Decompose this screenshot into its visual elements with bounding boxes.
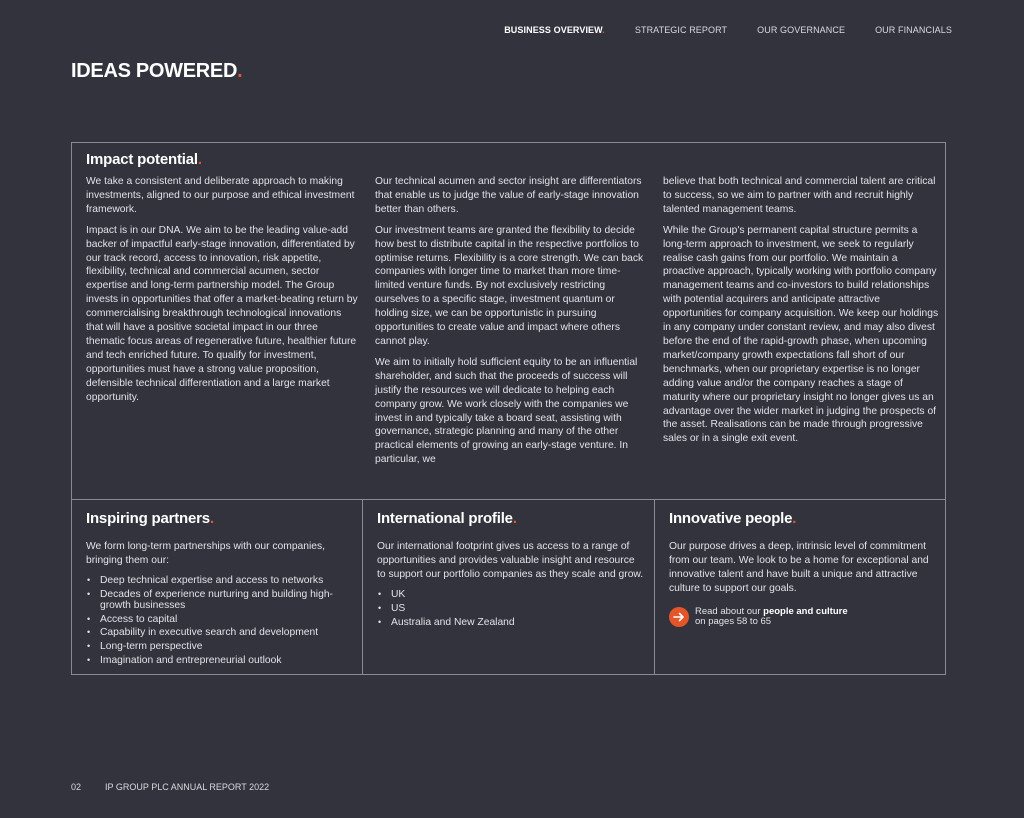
inspiring-partners-section	[72, 500, 363, 674]
people-culture-link[interactable]	[669, 607, 935, 628]
paragraph: While the Group's permanent capital structure permits a long-term approach to investment, we seek to regularly realise cash gains from our portfolio. We maintain a proactive approach, typically working with portfolio company management teams and co-investors to build relationships with potential acquirers and anticipate attractive opportunities for company acquisition. We keep our holdings in any company under constant review, and may also divest before the end of the rapid-growth phase, when upcoming market/company growth expectations fall short of our benchmarks, when our proprietary expertise is no longer adding value and/or the company reaches a stage of maturity where our proprietary insight no longer gives us an advantage over the wider market in judging the prospects of the asset. Realisations can be made through progressive sales or in a single exit event.	[663, 224, 939, 445]
people-heading-dot: .	[792, 510, 797, 527]
top-navigation	[504, 25, 952, 35]
impact-potential-section	[72, 143, 945, 500]
link-bold: people and culture	[763, 605, 848, 617]
list-item: • US	[377, 603, 644, 614]
link-text[interactable]	[695, 607, 848, 628]
paragraph: Impact is in our DNA. We aim to be the leading value-add backer of impactful early-stage innovation, differentiated by our track record, access to innovation, risk appetite, flexibility, technical and commercial acumen, sector expertise and long-term partnership model. The Group invests in opportunities that offer a market-beating return by commercialising breakthrough technological innovations that will have a positive societal impact in our three thematic focus areas of regenerative future, healthier future and tech enriched future. To qualify for investment, opportunities must have a strong value proposition, defensible technical differentiation and a large market opportunity.	[86, 224, 358, 403]
paragraph: We aim to initially hold sufficient equity to be an influential shareholder, and such that the proceeds of success will justify the resources we will dedicate to helping each company grow. We work closely with the companies we invest in and typically take a board seat, assisting with governance, strategic planning and many of the other practical elements of growing an early-stage venture. In particular, we	[375, 356, 638, 466]
international-heading	[377, 510, 517, 527]
impact-column-2	[375, 175, 649, 474]
nav-active-dot: .	[602, 25, 605, 35]
people-heading	[669, 510, 796, 527]
partners-intro: We form long-term partnerships with our companies, bringing them our:	[86, 541, 326, 566]
page-number: 02	[71, 782, 82, 792]
page-footer	[71, 782, 269, 792]
international-list	[377, 589, 644, 628]
partners-body	[86, 540, 352, 669]
page-title-text: IDEAS POWERED	[71, 60, 238, 82]
link-prefix: Read about our	[695, 605, 764, 617]
nav-our-governance[interactable]: OUR GOVERNANCE	[757, 25, 846, 35]
list-item: • Long-term perspective	[86, 641, 352, 652]
people-intro: Our purpose drives a deep, intrinsic level of commitment from our team. We look to be a home for exceptional and innovative talent and have built a unique and attractive culture to support our goals.	[669, 541, 929, 594]
international-profile-section	[363, 500, 655, 674]
link-pages: on pages 58 to 65	[695, 616, 772, 628]
international-heading-dot: .	[512, 510, 517, 527]
list-item: • Access to capital	[86, 614, 352, 625]
paragraph: We take a consistent and deliberate approach to making investments, aligned to our purpose and ethical investment framework.	[86, 176, 355, 215]
list-item: • Deep technical expertise and access to networks	[86, 575, 352, 586]
paragraph: believe that both technical and commercial talent are critical to success, so we aim to partner with and recruit highly talented management teams.	[663, 176, 936, 215]
report-title: IP GROUP PLC ANNUAL REPORT 2022	[105, 782, 270, 792]
list-item: • Imagination and entrepreneurial outlook	[86, 655, 352, 666]
innovative-people-section	[655, 500, 945, 674]
impact-heading-text: Impact potential	[86, 151, 198, 168]
paragraph: Our technical acumen and sector insight are differentiators that enable us to judge the value of early-stage innovation better than others.	[375, 176, 642, 215]
international-body	[377, 540, 644, 630]
list-item: • UK	[377, 589, 644, 600]
arrow-right-icon[interactable]	[669, 607, 689, 627]
nav-strategic-report[interactable]: STRATEGIC REPORT	[634, 25, 728, 35]
impact-heading-dot: .	[197, 151, 202, 168]
page-title	[71, 60, 242, 83]
page-title-dot: .	[237, 60, 243, 82]
list-item: • Australia and New Zealand	[377, 617, 644, 628]
international-intro: Our international footprint gives us access to a range of opportunities and provides valuable insight and resource to support our portfolio companies as they scale and grow.	[377, 541, 644, 580]
content-frame	[71, 142, 946, 675]
list-item: • Decades of experience nurturing and building high-growth businesses	[86, 589, 352, 611]
impact-column-1	[86, 175, 358, 412]
international-heading-text: International profile	[377, 510, 513, 527]
people-body	[669, 540, 935, 628]
nav-our-financials[interactable]: OUR FINANCIALS	[875, 25, 952, 35]
partners-list	[86, 575, 352, 666]
impact-heading	[86, 151, 202, 168]
nav-label: BUSINESS OVERVIEW	[504, 25, 603, 35]
paragraph: Our investment teams are granted the flexibility to decide how best to distribute capital in the respective portfolios to optimise returns. Flexibility is a core strength. We can back companies with longer time to market than more time-limited venture funds. By not exclusively restricting ourselves to a specific stage, investment quantum or holding size, we can be opportunistic in pursuing opportunities to create value and impact where others cannot play.	[375, 224, 644, 347]
impact-column-3	[663, 175, 939, 453]
nav-business-overview[interactable]	[504, 25, 605, 35]
list-item: • Capability in executive search and development	[86, 627, 352, 638]
partners-heading	[86, 510, 214, 527]
partners-heading-dot: .	[209, 510, 214, 527]
partners-heading-text: Inspiring partners	[86, 510, 210, 527]
people-heading-text: Innovative people	[669, 510, 793, 527]
